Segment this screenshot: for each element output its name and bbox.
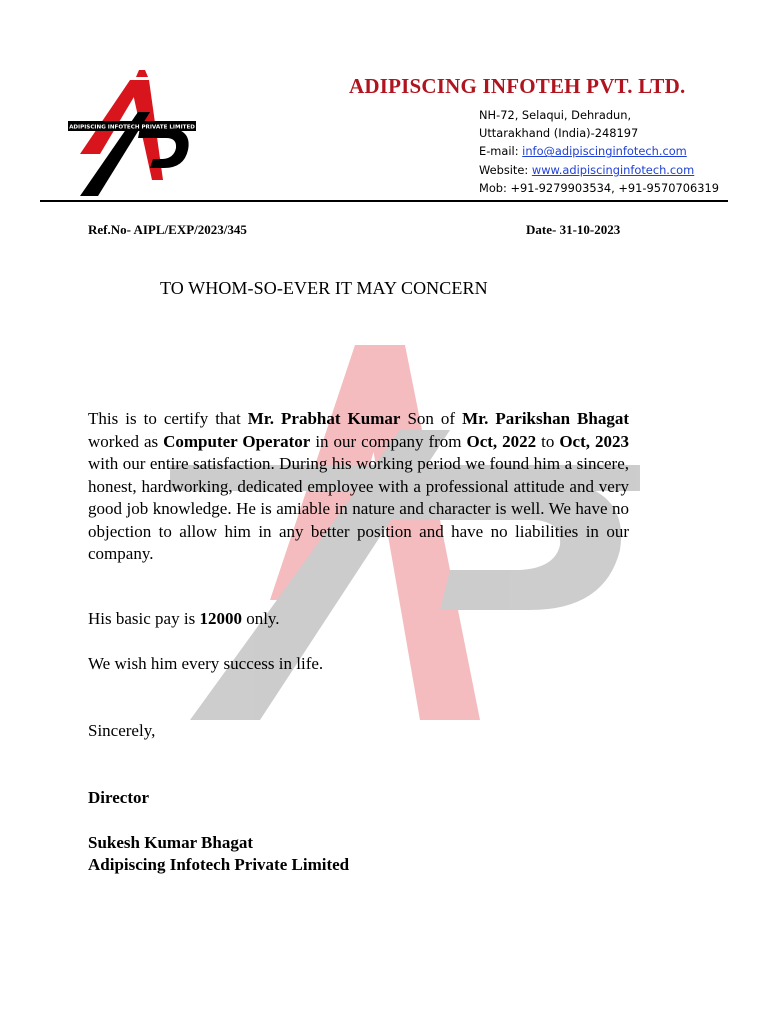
- employee-name: Mr. Prabhat Kumar: [247, 409, 401, 428]
- address-line-2: Uttarakhand (India)-248197: [479, 126, 639, 141]
- website-line: [479, 161, 719, 179]
- from-date: Oct, 2022: [466, 431, 537, 451]
- contact-block: [479, 106, 719, 197]
- pay-suffix: only.: [241, 609, 280, 628]
- certificate-body: [88, 408, 629, 566]
- body-text: worked as: [88, 431, 164, 451]
- reference-number: Ref.No- AIPL/EXP/2023/345: [88, 222, 247, 237]
- email-label: E-mail:: [479, 144, 523, 159]
- email-link[interactable]: info@adipiscinginfotech.com: [522, 144, 687, 159]
- logo-banner-text: ADIPISCING INFOTECH PRIVATE LIMITED: [69, 124, 195, 131]
- body-text: to: [536, 431, 560, 451]
- body-text: with our entire satisfaction. During his working period we found him a sincere, honest, hardworking, dedicated employee with a professional attitude and very good job knowledge. He is amiable in nature and character is well. We have no objection to allow him in any better position and have no liabilities in our company.: [88, 454, 629, 563]
- wish-line: We wish him every success in life.: [88, 654, 324, 673]
- website-label: Website:: [479, 162, 532, 177]
- website-link[interactable]: www.adipiscinginfotech.com: [531, 162, 695, 177]
- body-text: in our company from: [310, 431, 467, 451]
- header-divider: [40, 200, 728, 202]
- company-name: ADIPISCING INFOTEH PVT. LTD.: [349, 74, 686, 98]
- pay-prefix: His basic pay is: [88, 609, 200, 628]
- signatory-name: Sukesh Kumar Bhagat: [88, 833, 254, 852]
- mobile-line: Mob: +91-9279903534, +91-9570706319: [479, 180, 719, 195]
- basic-pay-line: [88, 609, 280, 629]
- letter-date: Date- 31-10-2023: [526, 222, 621, 237]
- letter-heading: TO WHOM-SO-EVER IT MAY CONCERN: [160, 278, 488, 298]
- to-date: Oct, 2023: [559, 431, 629, 451]
- father-name: Mr. Parikshan Bhagat: [462, 409, 629, 428]
- pay-amount: 12000: [199, 609, 242, 628]
- body-text: Son of: [400, 409, 463, 428]
- closing: Sincerely,: [88, 721, 156, 740]
- signatory-company: Adipiscing Infotech Private Limited: [88, 855, 350, 874]
- designation: Computer Operator: [163, 431, 311, 451]
- address-line-1: NH-72, Selaqui, Dehradun,: [479, 108, 632, 122]
- signatory-title: Director: [88, 788, 150, 807]
- company-logo: [66, 68, 200, 200]
- email-line: [479, 142, 719, 160]
- body-text: This is to certify that: [88, 409, 248, 428]
